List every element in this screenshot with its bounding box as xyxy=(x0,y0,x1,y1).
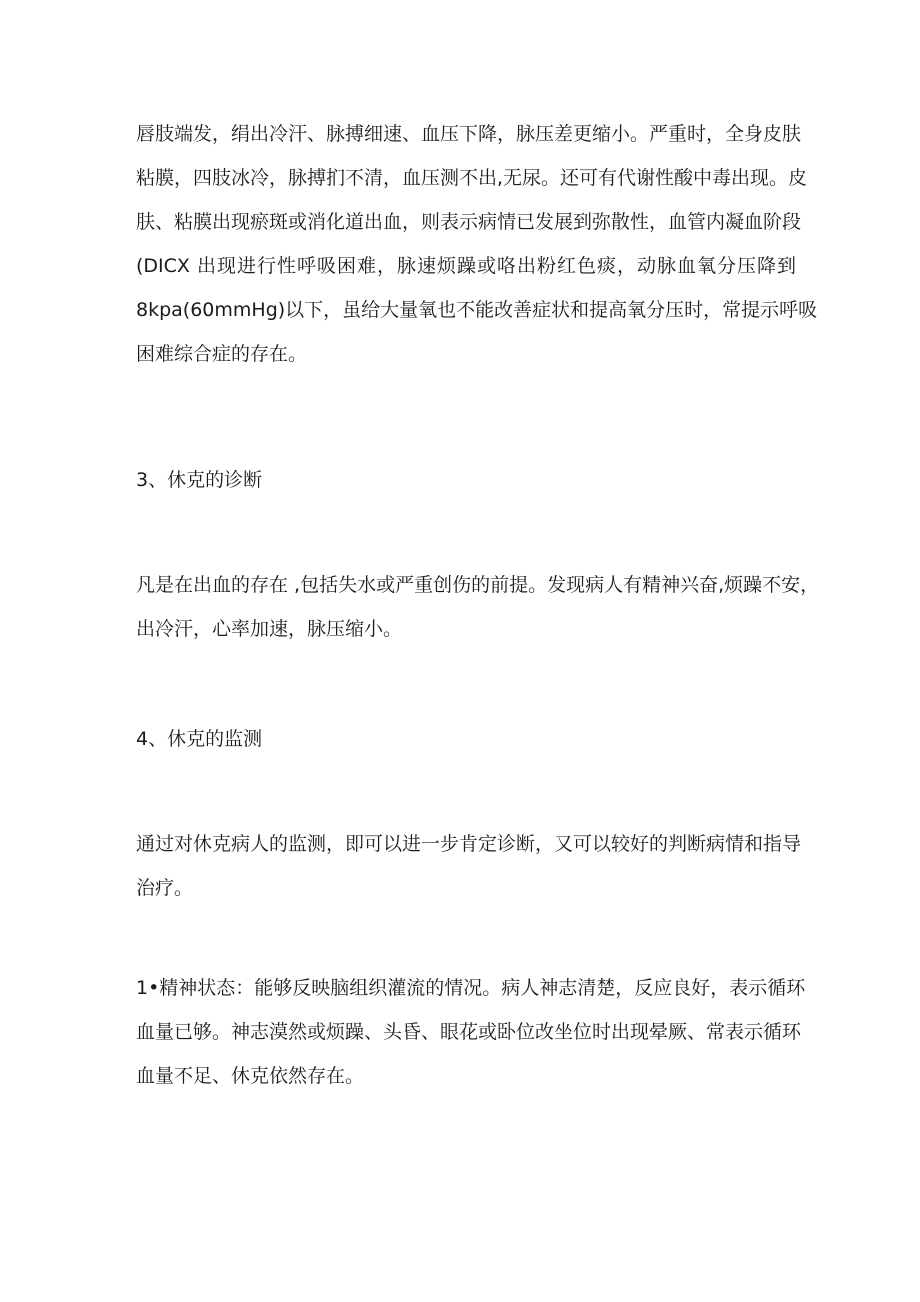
paragraph-monitoring-intro xyxy=(136,822,802,910)
text-line: 通过对休克病人的监测，即可以进一步肯定诊断，又可以较好的判断病情和指导 xyxy=(136,833,802,855)
paragraph-shock-symptoms xyxy=(136,112,818,376)
text-line: 唇肢端发，绢出冷汗、脉搏细速、血压下降，脉压差更缩小。严重时，全身皮肤 xyxy=(136,123,802,145)
text-line: 凡是在出血的存在 ,包括失水或严重创伤的前提。发现病人有精神兴奋,烦躁不安， xyxy=(136,574,820,596)
paragraph-mental-status xyxy=(136,966,806,1098)
text-line: 肤、粘膜出现瘀斑或消化道出血，则表示病情已发展到弥散性，血管内凝血阶段 xyxy=(136,211,802,233)
text-line: (DICX 出现进行性呼吸困难，脉速烦躁或咯出粉红色痰，动脉血氧分压降到 xyxy=(136,255,796,277)
text-line: 治疗。 xyxy=(136,877,194,899)
text-line: 血量已够。神志漠然或烦躁、头昏、眼花或卧位改坐位时出现晕厥、常表示循环 xyxy=(136,1021,802,1043)
text-line: 1•精神状态：能够反映脑组织灌流的情况。病人神志清楚，反应良好，表示循环 xyxy=(136,977,806,999)
heading-shock-monitoring: 4、休克的监测 xyxy=(136,728,263,750)
heading-shock-diagnosis: 3、休克的诊断 xyxy=(136,469,263,491)
text-line: 困难综合症的存在。 xyxy=(136,343,308,365)
text-line: 8kpa(60mmHg)以下，虽给大量氧也不能改善症状和提高氧分压时，常提示呼吸 xyxy=(136,299,818,321)
text-line: 血量不足、休克依然存在。 xyxy=(136,1065,365,1087)
text-line: 粘膜，四肢冰冷，脉搏扪不清，血压测不出,无尿。还可有代谢性酸中毒出现。皮 xyxy=(136,167,808,189)
paragraph-shock-diagnosis xyxy=(136,563,820,651)
text-line: 出冷汗，心率加速，脉压缩小。 xyxy=(136,618,403,640)
